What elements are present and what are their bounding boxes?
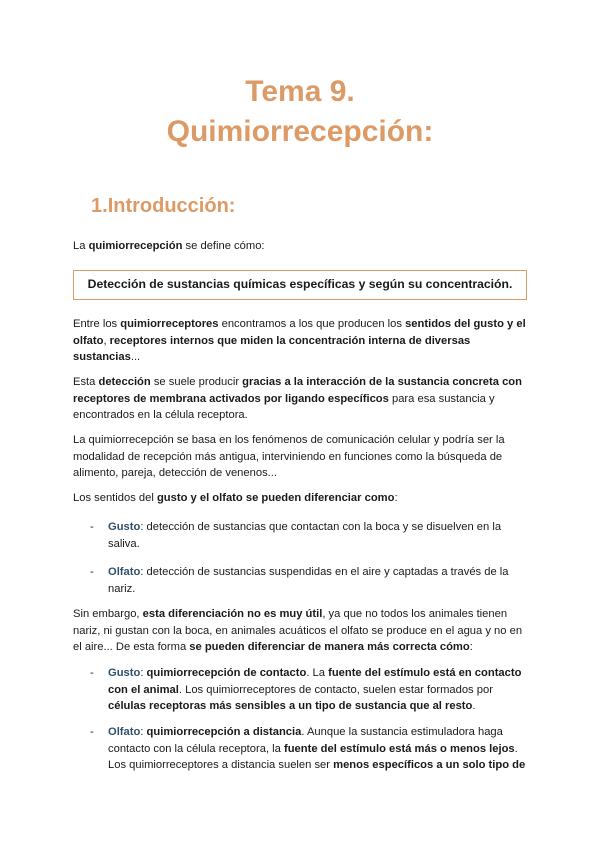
- term-label: Gusto: [108, 667, 141, 679]
- list-dash: -: [90, 667, 94, 679]
- term-label: Olfato: [108, 566, 141, 578]
- page-title-line-1: Tema 9.: [245, 75, 355, 108]
- paragraph-receptors: Entre los quimiorreceptores encontramos a los que producen los sentidos del gusto y el olfato, receptores internos que miden la concentración interna de diversas sustancias...: [73, 318, 526, 364]
- list-item: - Olfato: quimiorrecepción a distancia. Aunque la sustancia estimuladora haga contacto con la célula receptora, la fuente del estímulo está más o menos lejos. Los quimiorreceptores a distancia suelen ser menos específicos a un solo tipo de: [90, 726, 526, 772]
- term-label: Gusto: [108, 521, 141, 533]
- section-label: Introducción:: [107, 195, 236, 217]
- section-heading: [91, 193, 235, 219]
- definition-box: Detección de sustancias químicas específicas y según su concentración.: [73, 270, 527, 300]
- list-dash: -: [90, 521, 94, 533]
- term-label: Olfato: [108, 726, 141, 738]
- list-item: - Olfato: detección de sustancias suspendidas en el aire y captadas a través de la nariz.: [90, 566, 509, 595]
- list-dash: -: [90, 566, 94, 578]
- list-dash: -: [90, 726, 94, 738]
- paragraph-however: Sin embargo, esta diferenciación no es muy útil, ya que no todos los animales tienen nariz, ni gustan con la boca, en animales acuáticos el olfato se produce en el agua y no en el aire... De esta forma se pueden diferenciar de manera más correcta cómo:: [73, 608, 523, 654]
- section-number: 1.: [91, 195, 108, 217]
- paragraph-basis: La quimiorrecepción se basa en los fenómenos de comunicación celular y podría ser la modalidad de recepción más antigua, interviniendo en funciones como la búsqueda de alimento, pareja, detección de venenos...: [73, 434, 505, 480]
- intro-paragraph: La quimiorrecepción se define cómo:: [73, 240, 265, 252]
- paragraph-detection: Esta detección se suele producir gracias a la interacción de la sustancia concreta con receptores de membrana activados por ligando específicos para esa sustancia y encontrados en la célula receptora.: [73, 376, 522, 422]
- paragraph-senses: Los sentidos del gusto y el olfato se pueden diferenciar como:: [73, 492, 398, 504]
- page-title-line-2: Quimiorrecepción:: [166, 115, 434, 148]
- list-item: - Gusto: detección de sustancias que contactan con la boca y se disuelven en la saliva.: [90, 521, 502, 550]
- list-item: - Gusto: quimiorrecepción de contacto. La fuente del estímulo está en contacto con el animal. Los quimiorreceptores de contacto, suelen estar formados por células receptoras más sensibles a un tipo de sustancia que al resto.: [90, 667, 522, 713]
